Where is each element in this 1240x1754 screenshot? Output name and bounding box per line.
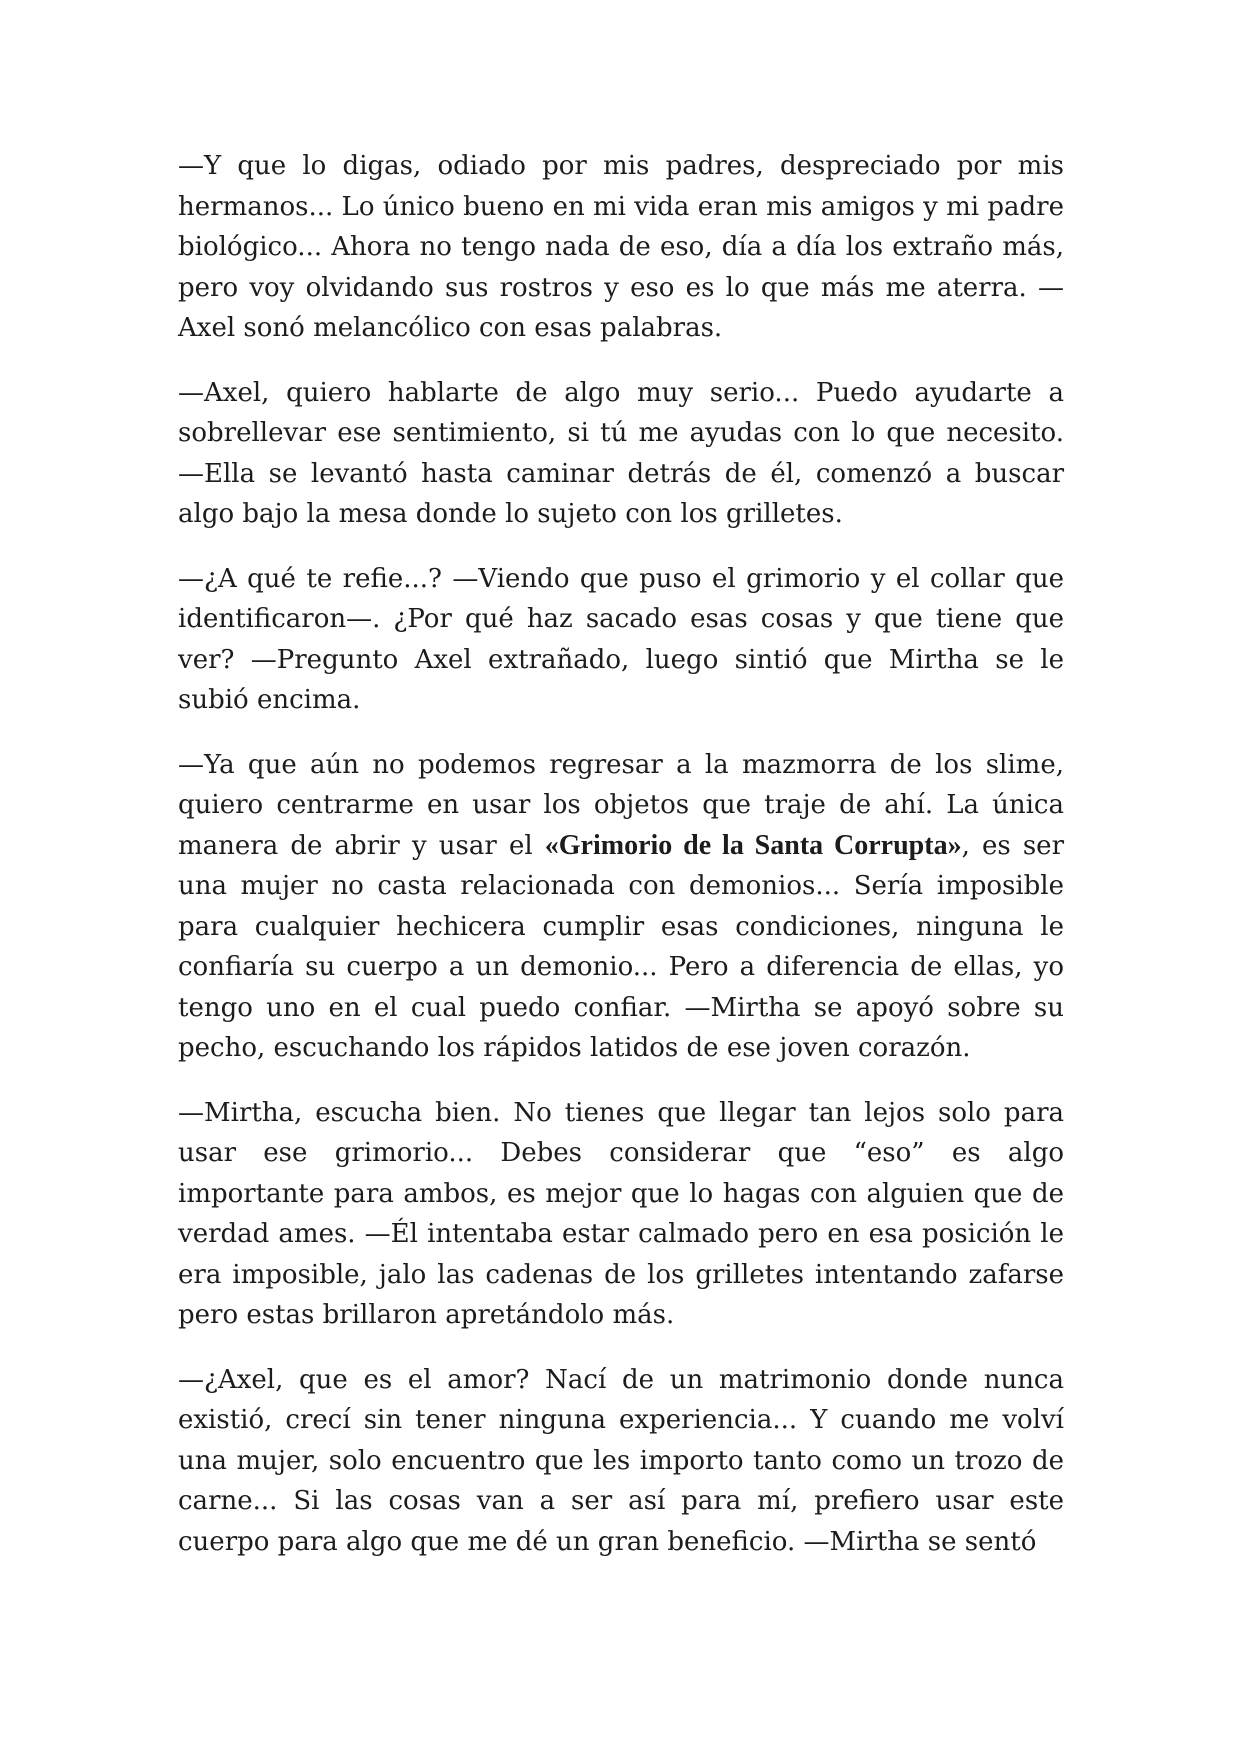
body-text xyxy=(178,146,1064,1586)
paragraph: —Y que lo digas, odiado por mis padres, despreciado por mis hermanos... Lo único bueno en mi vida eran mis amigos y mi padre biológico... Ahora no tengo nada de eso, día a día los extraño más, pero voy olvidando sus rostros y eso es lo que más me aterra. —Axel sonó melancólico con esas palabras. xyxy=(178,151,1064,343)
book-title: «Grimorio de la Santa Corrupta» xyxy=(544,829,962,861)
paragraph: —Mirtha, escucha bien. No tienes que llegar tan lejos solo para usar ese grimorio... Debes considerar que “eso” es algo importante para ambos, es mejor que lo hagas con alguien que de verdad ames. —Él intentaba estar calmado pero en esa posición le era imposible, jalo las cadenas de los grilletes intentando zafarse pero estas brillaron apretándolo más. xyxy=(178,1097,1064,1330)
paragraph: —¿Axel, que es el amor? Nací de un matrimonio donde nunca existió, crecí sin tener ninguna experiencia... Y cuando me volví una mujer, solo encuentro que les importo tanto como un trozo de carne... Si las cosas van a ser así para mí, prefiero usar este cuerpo para algo que me dé un gran beneficio. —Mirtha se sentó xyxy=(178,1364,1064,1557)
paragraph-text: , es ser una mujer no casta relacionada con demonios... Sería imposible para cualquier hechicera cumplir esas condiciones, ninguna le confiaría su cuerpo a un demonio... Pero a diferencia de ellas, yo tengo uno en el cual puedo confiar. —Mirtha se apoyó sobre su pecho, escuchando los rápidos latidos de ese joven corazón. xyxy=(178,830,1064,1063)
paragraph: —Axel, quiero hablarte de algo muy serio... Puedo ayudarte a sobrellevar ese sentimiento, si tú me ayudas con lo que necesito. —Ella se levantó hasta caminar detrás de él, comenzó a buscar algo bajo la mesa donde lo sujeto con los grilletes. xyxy=(178,377,1064,529)
paragraph xyxy=(178,745,1064,1069)
paragraph-text: —Ya que aún no podemos regresar a la mazmorra de los slime, quiero centrarme en usar los objetos que traje de ahí. La única manera de abrir y usar el xyxy=(178,749,1064,861)
paragraph: —¿A qué te refie...? —Viendo que puso el grimorio y el collar que identificaron—. ¿Por qué haz sacado esas cosas y que tiene que ver? —Pregunto Axel extrañado, luego sintió que Mirtha se le subió encima. xyxy=(178,563,1064,715)
